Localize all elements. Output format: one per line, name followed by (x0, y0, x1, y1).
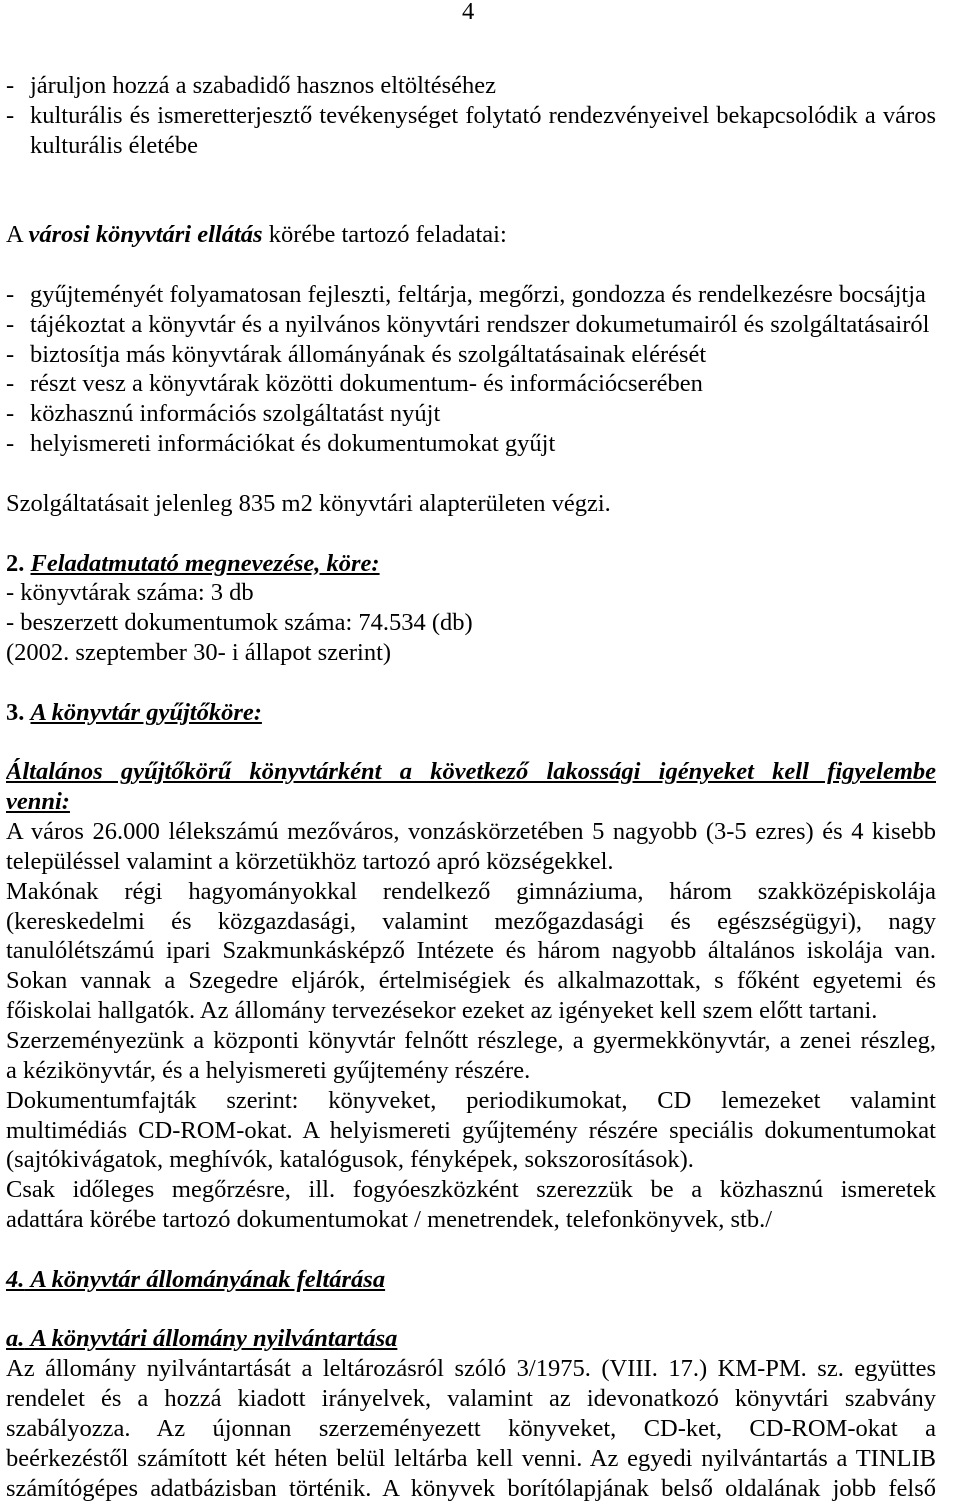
section-subtitle-line: venni: (6, 788, 70, 816)
paragraph-line: adattára körébe tartozó dokumentumokat / menetrendek, telefonkönyvek, stb./ (6, 1206, 773, 1234)
list-item (6, 310, 936, 340)
paragraph (6, 1086, 936, 1176)
section-title: Feladatmutató megnevezése, köre: (30, 549, 380, 577)
subsection-title: A könyvtári állomány nyilvántartása (30, 1325, 398, 1353)
page-number: 4 (462, 0, 475, 25)
paragraph (6, 877, 936, 967)
section-heading (6, 1265, 936, 1295)
section-title: A könyvtár gyűjtőköre: (30, 698, 262, 726)
list-item (6, 429, 936, 459)
tasks-section (6, 220, 936, 518)
list-item (6, 399, 936, 429)
paragraph-line: főiskolai hallgatók. Az állomány tervezésekor ezeket az igényeket kell szem előtt tartani. (6, 997, 878, 1025)
document-body (6, 71, 936, 1504)
paragraph-line: tanulólétszámú ipari Szakmunkásképző Intézete és három nagyobb általános iskolája van. (6, 937, 936, 965)
list-item (6, 369, 936, 399)
section-title: A könyvtár állományának feltárása (30, 1265, 386, 1293)
list-item (6, 340, 936, 370)
section-heading-underlined (6, 1266, 385, 1293)
library-count: - könyvtárak száma: 3 db (6, 579, 254, 607)
paragraph (6, 1354, 936, 1503)
section-4 (6, 1265, 936, 1504)
section-subtitle-line: Általános gyűjtőkörű könyvtárként a következő lakossági igényeket kell figyelembe (6, 758, 936, 786)
list-item-text: biztosítja más könyvtárak állományának és szolgáltatásainak elérését (30, 340, 707, 368)
section-number: 2. (6, 549, 25, 577)
paragraph (6, 817, 936, 877)
as-of-date: (2002. szeptember 30- i állapot szerint) (6, 639, 392, 667)
paragraph-line: Az állomány nyilvántartását a leltározásról szóló 3/1975. (VIII. 17.) KM-PM. sz. együttes (6, 1355, 936, 1383)
list-item (6, 71, 936, 101)
document-count: - beszerzett dokumentumok száma: 74.534 (db) (6, 609, 473, 637)
subsection-heading (6, 1324, 936, 1354)
list-item-text: tájékoztat a könyvtár és a nyilvános könyvtári rendszer dokumetumairól és szolgáltatásairól (30, 310, 930, 338)
section-number: 3. (6, 698, 25, 726)
paragraph-line: Csak időleges megőrzésre, ill. fogyóeszközként szerezzük be a közhasznú ismeretek (6, 1176, 936, 1204)
area-note: Szolgáltatásait jelenleg 835 m2 könyvtári alapterületen végzi. (6, 489, 611, 517)
section-heading (6, 698, 936, 728)
subsection-label: a. (6, 1325, 25, 1353)
list-marker: - (6, 101, 15, 129)
list-marker: - (6, 280, 15, 308)
paragraph (6, 1026, 936, 1086)
paragraph-line: számítógépes adatbázisban történik. A könyvek borítólapjának belső oldalának jobb felső (6, 1474, 936, 1502)
list-marker: - (6, 340, 15, 368)
list-marker: - (6, 72, 15, 99)
section-2 (6, 549, 936, 668)
paragraph-line: Dokumentumfajták szerint: könyveket, periodikumokat, CD lemezeket valamint (6, 1086, 936, 1114)
paragraph-line: településsel valamint a körzetükhöz tartozó apró községekkel. (6, 847, 614, 875)
intro-list (6, 71, 936, 161)
paragraph (6, 966, 936, 1026)
list-item-text: helyismereti információkat és dokumentumokat gyűjt (30, 430, 556, 458)
paragraph-line: rendelet és a hozzá kiadott irányelvek, valamint az idevonatkozó könyvtári szabvány (6, 1385, 936, 1413)
list-item-text: gyűjteményét folyamatosan fejleszti, feltárja, megőrzi, gondozza és rendelkezésre bocsájtja (30, 280, 926, 308)
tasks-lead (6, 220, 936, 250)
tasks-lead-prefix: A (6, 221, 23, 249)
paragraph-line: Sokan vannak a Szegedre eljárók, értelmiségiek és alkalmazottak, s főként egyetemi és (6, 967, 936, 995)
list-item (6, 101, 936, 131)
paragraph-line: A város 26.000 lélekszámú mezőváros, vonzáskörzetében 5 nagyobb (3-5 ezres) és 4 kisebb (6, 818, 936, 846)
list-item-continuation (6, 131, 936, 161)
list-marker: - (6, 370, 15, 398)
section-heading (6, 549, 936, 579)
list-item-text: kulturális és ismeretterjesztő tevékenységet folytató rendezvényeivel bekapcsolódik a város (30, 101, 936, 129)
paragraph (6, 1175, 936, 1235)
list-item-text: közhasznú információs szolgáltatást nyújt (30, 400, 441, 428)
subsection-heading-underlined (6, 1325, 397, 1352)
tasks-lead-suffix: körébe tartozó feladatai: (268, 221, 507, 249)
section-3 (6, 698, 936, 1235)
paragraph-line: beérkezéstől számított két héten belül leltárba kell venni. Az egyedi nyilvántartás a TINLIB (6, 1444, 936, 1472)
paragraph-line: (sajtókivágatok, meghívók, katalógusok, fényképek, sokszorosítások). (6, 1146, 694, 1174)
paragraph-line: multimédiás CD-ROM-okat. A helyismereti gyűjtemény részére speciális dokumentumokat (6, 1116, 936, 1144)
list-marker: - (6, 430, 15, 458)
list-marker: - (6, 400, 15, 428)
section-number: 4. (6, 1265, 25, 1293)
list-marker: - (6, 310, 15, 338)
list-item (6, 280, 936, 310)
list-item-text: járuljon hozzá a szabadidő hasznos eltöltéséhez (30, 72, 496, 99)
paragraph-line: Makónak régi hagyományokkal rendelkező gimnáziuma, három szakközépiskolája (6, 877, 936, 905)
tasks-lead-emphasis: városi könyvtári ellátás (28, 221, 263, 249)
paragraph-line: szabályozza. Az újonnan szerzeményezett könyveket, CD-ket, CD-ROM-okat a (6, 1414, 936, 1442)
paragraph-line: a kézikönyvtár, és a helyismereti gyűjtemény részére. (6, 1056, 531, 1084)
list-item-text: kulturális életébe (30, 131, 199, 159)
paragraph-line: Szerzeményezünk a központi könyvtár felnőtt részlege, a gyermekkönyvtár, a zenei részleg, (6, 1027, 936, 1054)
list-item-text: részt vesz a könyvtárak közötti dokumentum- és információcserében (30, 370, 703, 398)
paragraph-line: (kereskedelmi és közgazdasági, valamint mezőgazdasági és egészségügyi), nagy (6, 907, 936, 935)
